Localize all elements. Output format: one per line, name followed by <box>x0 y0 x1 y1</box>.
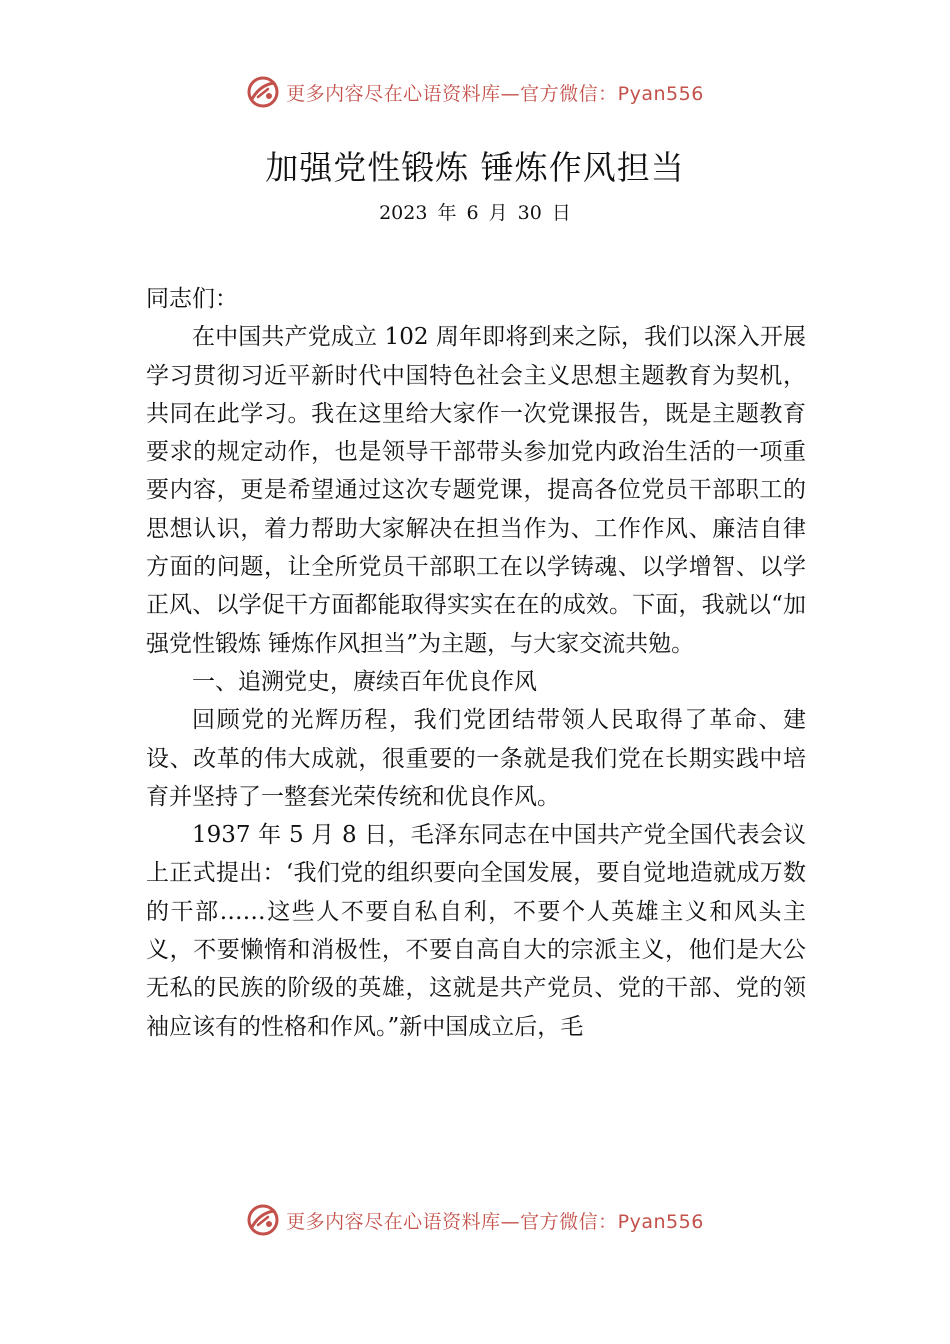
footer-banner-text: 更多内容尽在心语资料库—官方微信：Pyan556 <box>286 1210 704 1233</box>
section-heading: 一、追溯党史，赓续百年优良作风 <box>192 668 537 695</box>
document-title: 加强党性锻炼 锤炼作风担当 <box>265 148 685 187</box>
header-banner-text: 更多内容尽在心语资料库—官方微信：Pyan556 <box>286 82 704 105</box>
paragraph-intro: 在中国共产党成立 102 周年即将到来之际，我们以深入开展学习贯彻习近平新时代中国特色社会主义思想主题教育为契机，共同在此学习。我在这里给大家作一次党课报告，既是主题教育要求的规定动作，也是领导干部带头参加党内政治生活的一项重要内容，更是希望通过这次专题党课，提高各位党员干部职工的思想认识，着力帮助大家解决在担当作为、工作作风、廉洁自律方面的问题，让全所党员干部职工在以学铸魂、以学增智、以学正风、以学促干方面都能取得实实在在的成效。下面，我就以“加强党性锻炼 锤炼作风担当”为主题，与大家交流共勉。 <box>146 324 806 657</box>
paragraph: 1937 年 5 月 8 日，毛泽东同志在中国共产党全国代表会议上正式提出：‘我们党的组织要向全国发展，要自觉地造就成万数的干部……这些人不要自私自利，不要个人英雄主义和风头主义，不要懒惰和消极性，不要自高自大的宗派主义，他们是大公无私的民族的阶级的英雄，这就是共产党员、党的干部、党的领袖应该有的性格和作风。”新中国成立后，毛 <box>146 822 806 1040</box>
document-body <box>146 280 806 1046</box>
brand-logo-icon <box>246 75 280 109</box>
footer-banner <box>0 1200 950 1240</box>
document-date: 2023 年 6 月 30 日 <box>379 202 571 224</box>
brand-logo-icon <box>246 1203 280 1237</box>
salutation: 同志们： <box>146 286 238 312</box>
header-banner <box>0 72 950 112</box>
paragraph: 回顾党的光辉历程，我们党团结带领人民取得了革命、建设、改革的伟大成就，很重要的一条就是我们党在长期实践中培育并坚持了一整套光荣传统和优良作风。 <box>146 707 806 810</box>
